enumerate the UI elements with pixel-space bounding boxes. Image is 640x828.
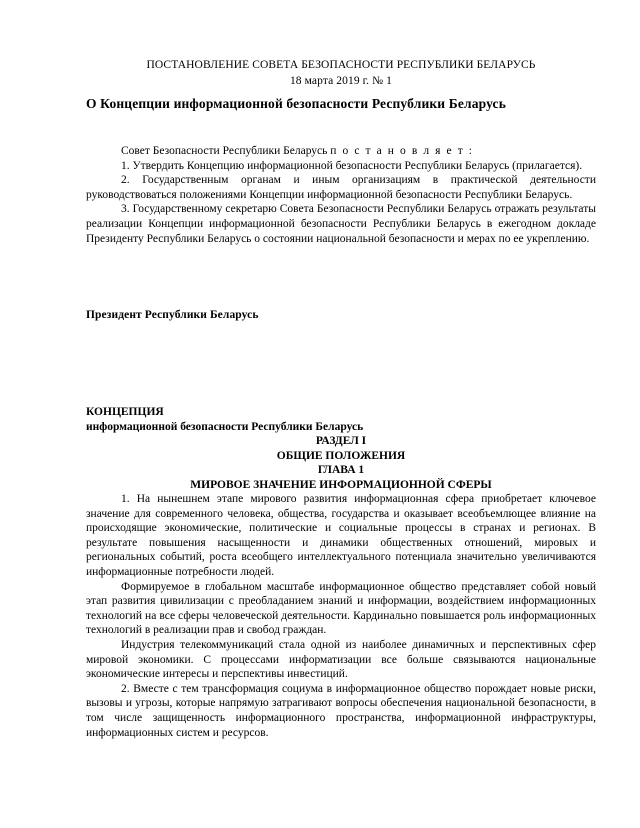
resolution-body [86, 144, 596, 246]
resolution-item-1: 1. Утвердить Концепцию информационной безопасности Республики Беларусь (прилагается). [121, 159, 583, 172]
concept-heading-line1: КОНЦЕПЦИЯ [86, 406, 164, 418]
section-title: ОБЩИЕ ПОЛОЖЕНИЯ [276, 449, 406, 462]
signature-line: Президент Республики Беларусь [86, 309, 259, 321]
section-headings [86, 434, 596, 492]
document-header [86, 58, 596, 89]
preamble-lead-in-spaced: п о с т а н о в л я е т : [330, 145, 474, 157]
chapter-title: МИРОВОЕ ЗНАЧЕНИЕ ИНФОРМАЦИОННОЙ СФЕРЫ [190, 478, 492, 491]
concept-heading [86, 405, 596, 434]
concept-paragraph-3: Индустрия телекоммуникаций стала одной из наиболее динамичных и перспективных сфер мировой экономики. С процессами информатизации все больше связываются национальные экономические интересы и перспективы инвестиций. [86, 638, 596, 681]
document-title: О Концепции информационной безопасности Республики Беларусь [86, 96, 506, 111]
section-label: РАЗДЕЛ I [315, 435, 367, 447]
preamble-lead-in: Совет Безопасности Республики Беларусь [121, 145, 328, 157]
header-organization-line: ПОСТАНОВЛЕНИЕ СОВЕТА БЕЗОПАСНОСТИ РЕСПУБЛИКИ БЕЛАРУСЬ [146, 59, 536, 71]
header-date-number-line: 18 марта 2019 г. № 1 [289, 75, 393, 87]
concept-heading-line2: информационной безопасности Республики Беларусь [86, 420, 364, 433]
concept-body [86, 492, 596, 740]
preamble-paragraph [86, 144, 596, 159]
concept-paragraph-1: 1. На нынешнем этапе мирового развития информационная сфера приобретает ключевое значение для современного человека, общества, государства и оказывает всеобъемлющее влияние на происходящие экономические, политические и социальные процессы в странах и регионах. В результате повышения насыщенности и динамики общественных отношений, мировых и региональных событий, роста всеобщего интеллектуального потенциала значительно увеличиваются информационные потребности людей. [86, 493, 596, 578]
chapter-label: ГЛАВА 1 [317, 464, 365, 477]
concept-paragraph-2: Формируемое в глобальном масштабе информационное общество представляет собой новый этап развития цивилизации с преобладанием знаний и информации, воздействием информационных технологий на все сферы человеческой деятельности. Кардинально повышается роль информационных технологий в реализации прав и свобод граждан. [86, 580, 596, 637]
resolution-item-3: 3. Государственному секретарю Совета Безопасности Республики Беларусь отражать результаты реализации Концепции информационной безопасности Республики Беларусь в ежегодном докладе Президенту Республики Беларусь о состоянии национальной безопасности и мерах по ее укреплению. [86, 203, 596, 245]
concept-paragraph-4: 2. Вместе с тем трансформация социума в информационное общество порождает новые риски, вызовы и угрозы, которые напрямую затрагивают вопросы обеспечения национальной безопасности, в том числе защищенность информационного пространства, информационной инфраструктуры, информационных систем и ресурсов. [86, 682, 596, 739]
resolution-item-2: 2. Государственным органам и иным организациям в практической деятельности руководствоваться положениями Концепции информационной безопасности Республики Беларусь. [86, 174, 596, 201]
